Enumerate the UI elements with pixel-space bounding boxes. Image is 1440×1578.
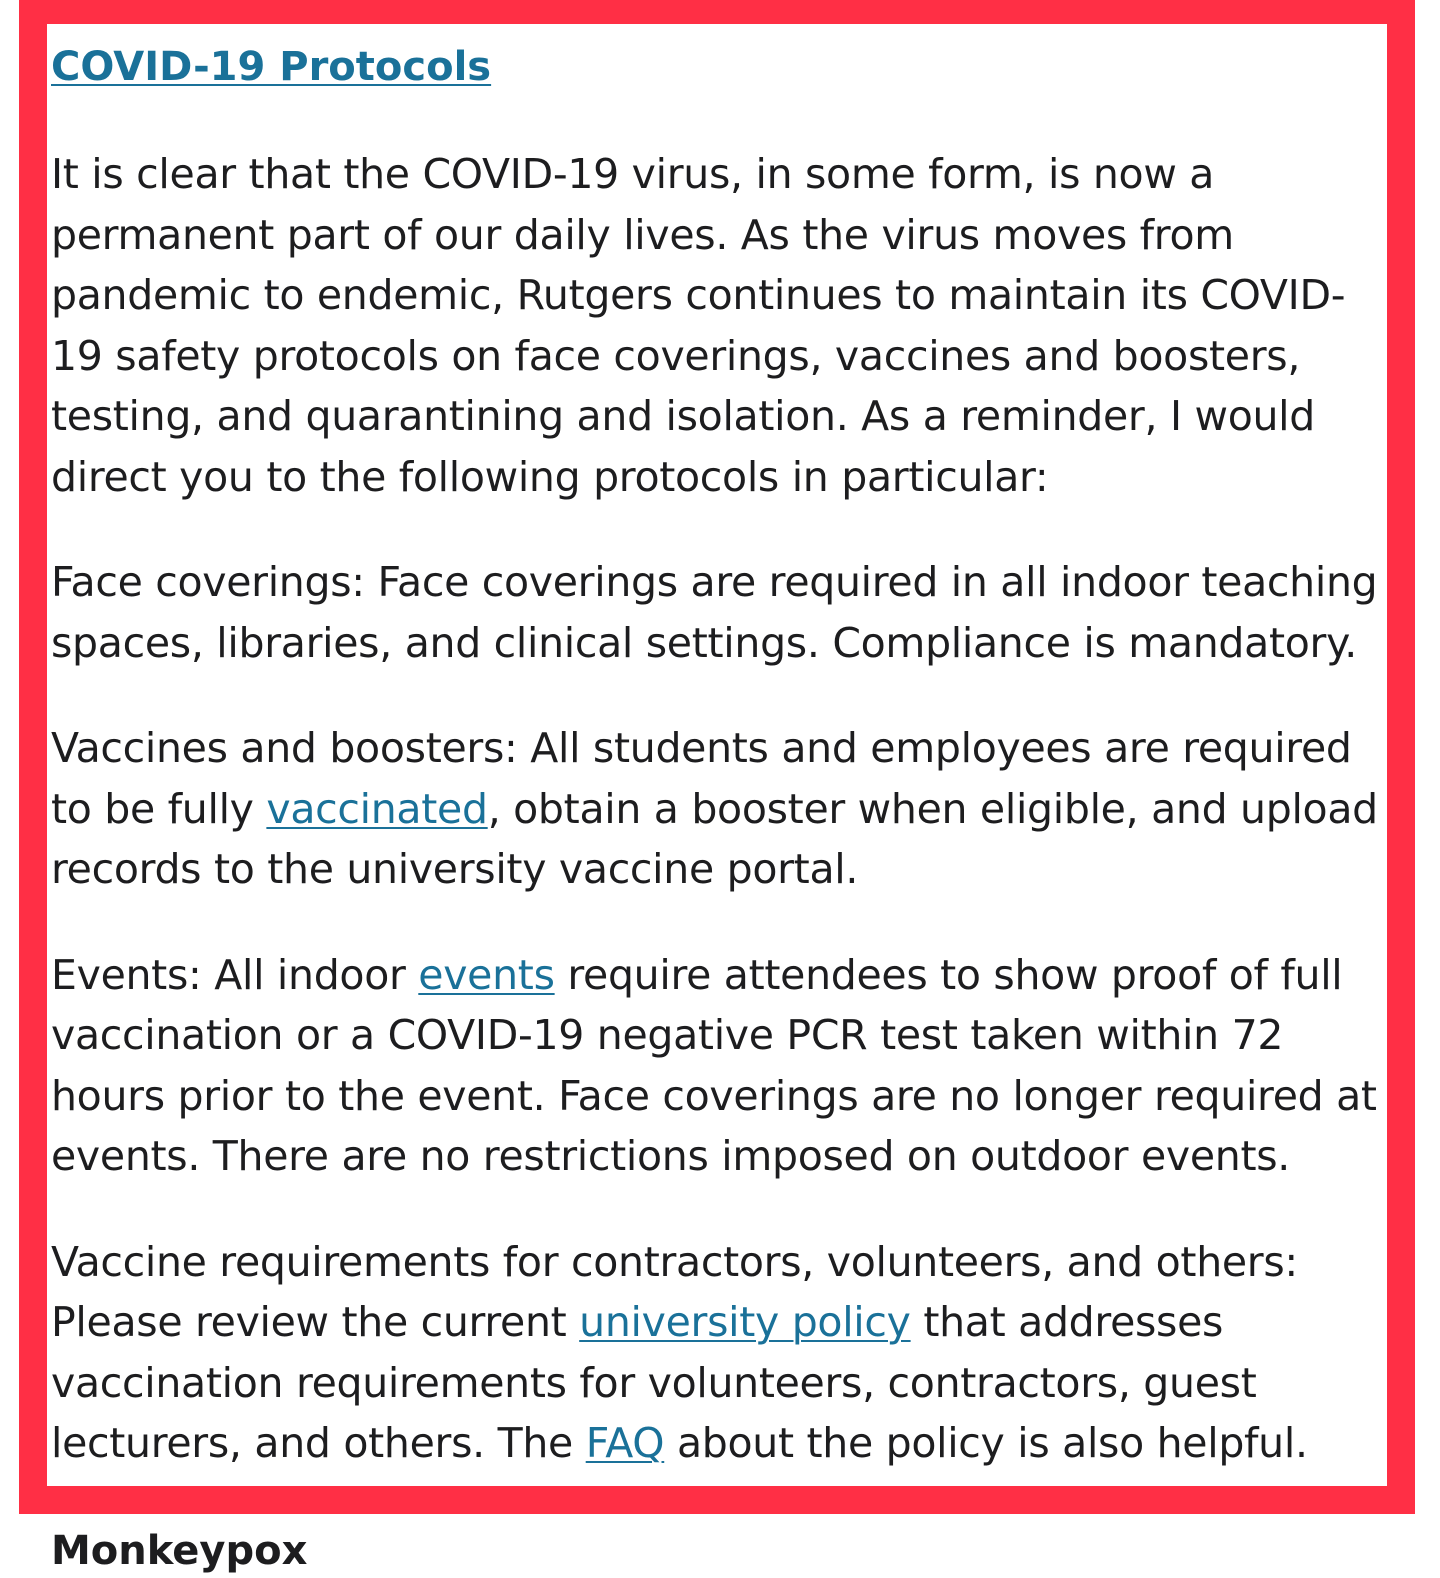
contractors-text-before: Vaccine requirements for contractors, volunteers, and others: Please review the current: [51, 1237, 1298, 1346]
contractors-paragraph: [51, 1232, 1391, 1474]
vaccinated-link[interactable]: vaccinated: [266, 784, 488, 833]
face-coverings-paragraph: Face coverings: Face coverings are required in all indoor teaching spaces, libraries, and clinical settings. Compliance is mandatory.: [51, 558, 1378, 667]
covid-protocols-title-link[interactable]: COVID-19 Protocols: [51, 44, 492, 90]
faq-link[interactable]: FAQ: [585, 1419, 665, 1467]
vaccines-text-before: Vaccines and boosters: All students and employees are required to be fully: [51, 724, 1352, 833]
contractors-text-after: about the policy is also helpful.: [664, 1419, 1308, 1467]
events-text-after: require attendees to show proof of full vaccination or a COVID-19 negative PCR test taken within 72 hours prior to the event. Face coverings are no longer required at events. There are no restrictions imposed on outdoor events.: [51, 950, 1377, 1180]
events-link[interactable]: events: [418, 950, 555, 999]
vaccines-text-after: , obtain a booster when eligible, and upload records to the university vaccine portal.: [51, 784, 1378, 893]
monkeypox-heading: Monkeypox: [51, 1528, 308, 1574]
contractors-text-middle: that addresses vaccination requirements for volunteers, contractors, guest lecturers, and others. The: [51, 1298, 1257, 1467]
vaccines-paragraph: [51, 718, 1391, 900]
intro-paragraph: It is clear that the COVID-19 virus, in some form, is now a permanent part of our daily lives. As the virus moves from pandemic to endemic, Rutgers continues to maintain its COVID-19 safety protocols on face coverings, vaccines and boosters, testing, and quarantining and isolation. As a reminder, I would direct you to the following protocols in particular:: [51, 150, 1346, 501]
covid-protocols-section: [51, 40, 1391, 1474]
events-text-before: Events: All indoor: [51, 950, 419, 999]
events-paragraph: [51, 945, 1391, 1187]
university-policy-link[interactable]: university policy: [579, 1298, 911, 1346]
